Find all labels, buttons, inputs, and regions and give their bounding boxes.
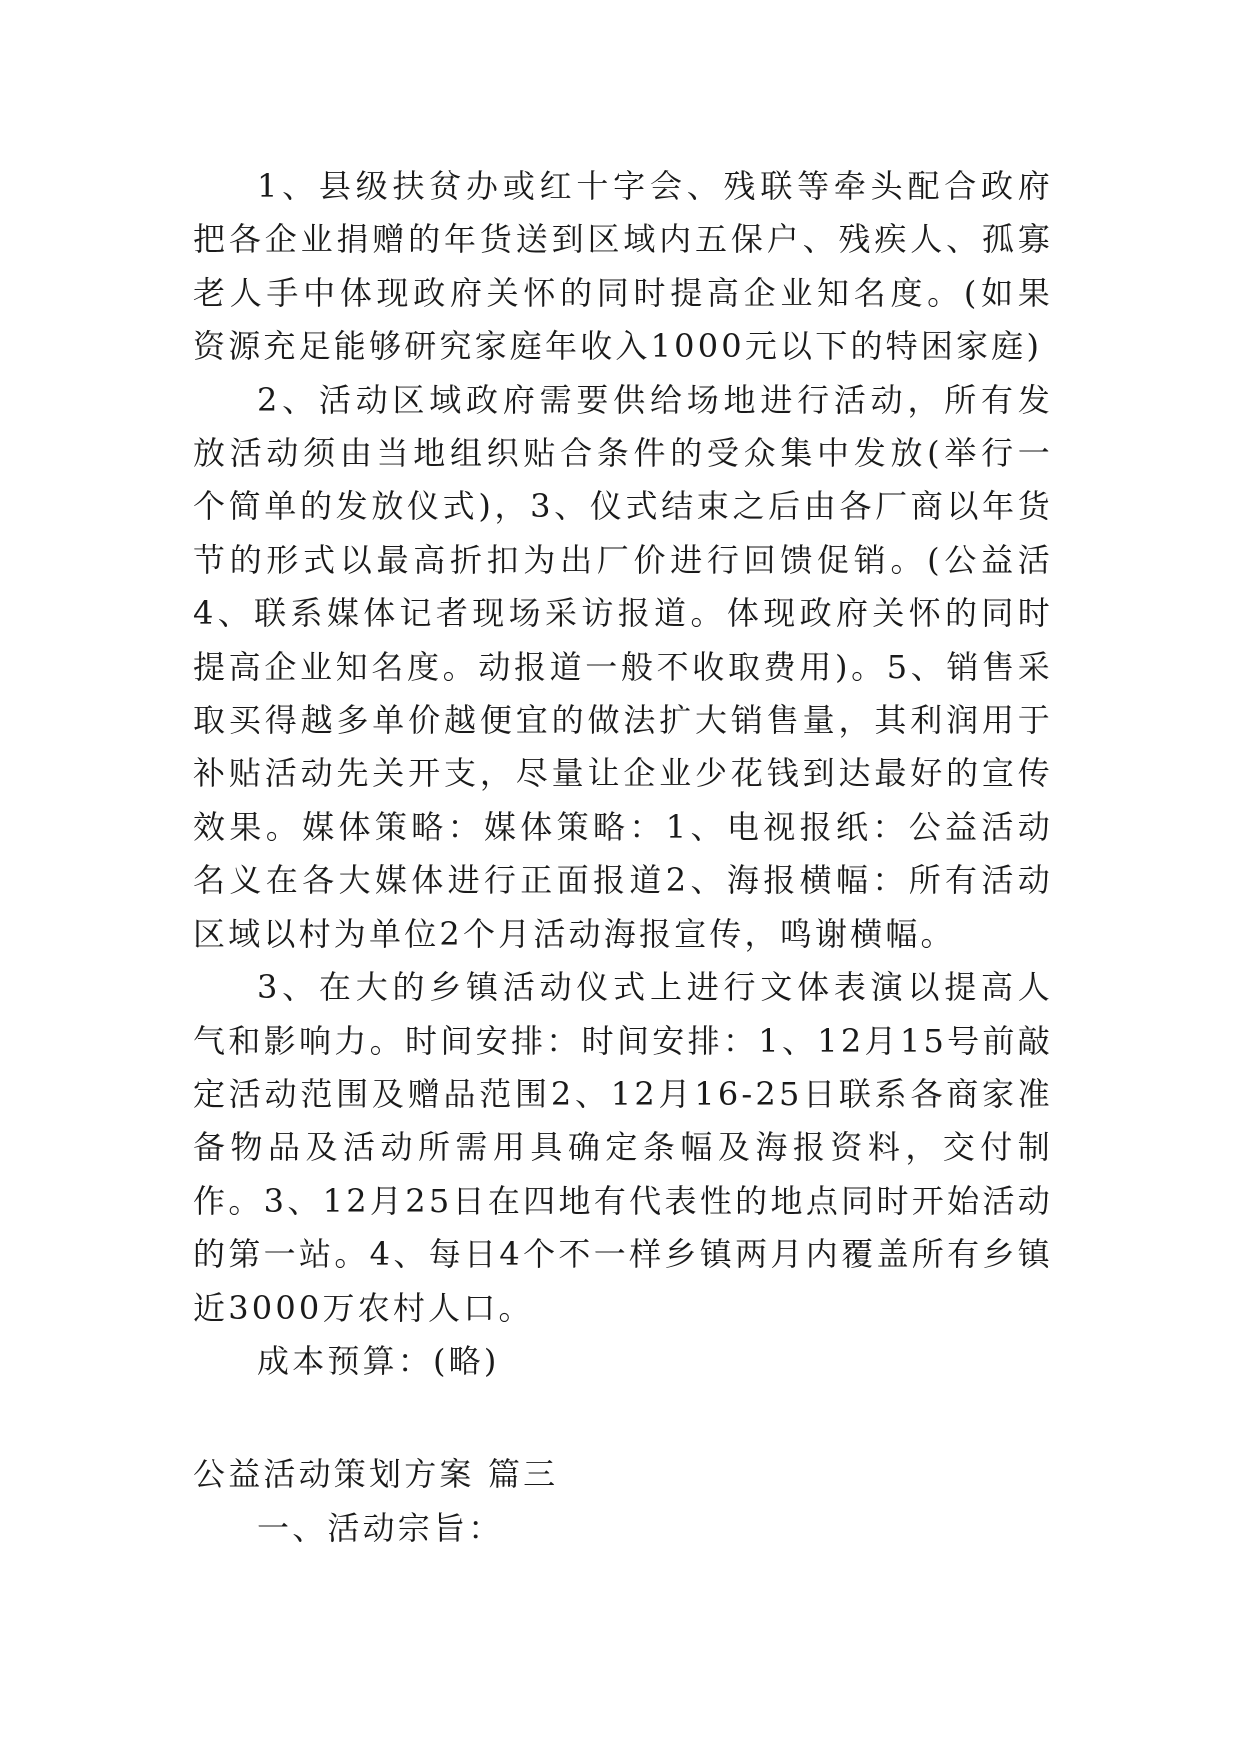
document-body (193, 160, 1053, 1555)
paragraph-3: 3、在大的乡镇活动仪式上进行文体表演以提高人气和影响力。时间安排：时间安排：1、12月15号前敲定活动范围及赠品范围2、12月16-25日联系各商家准备物品及活动所需用具确定条幅及海报资料，交付制作。3、12月25日在四地有代表性的地点同时开始活动的第一站。4、每日4个不一样乡镇两月内覆盖所有乡镇近3000万农村人口。 (193, 968, 1053, 1327)
paragraph-2: 2、活动区域政府需要供给场地进行活动，所有发放活动须由当地组织贴合条件的受众集中发放(举行一个简单的发放仪式)，3、仪式结束之后由各厂商以年货节的形式以最高折扣为出厂价进行回馈促销。(公益活4、联系媒体记者现场采访报道。体现政府关怀的同时提高企业知名度。动报道一般不收取费用)。5、销售采取买得越多单价越便宜的做法扩大销售量，其利润用于补贴活动先关开支，尽量让企业少花钱到达最好的宣传效果。媒体策略：媒体策略：1、电视报纸：公益活动名义在各大媒体进行正面报道2、海报横幅：所有活动区域以村为单位2个月活动海报宣传，鸣谢横幅。 (193, 380, 1053, 953)
section-title: 公益活动策划方案 篇三 (193, 1455, 559, 1494)
section-first-item: 一、活动宗旨： (257, 1508, 504, 1547)
paragraph-1: 1、县级扶贫办或红十字会、残联等牵头配合政府把各企业捐赠的年货送到区域内五保户、残疾人、孤寡老人手中体现政府关怀的同时提高企业知名度。(如果资源充足能够研究家庭年收入1000元以下的特困家庭) (193, 167, 1053, 366)
paragraph-cost-budget: 成本预算：(略) (257, 1341, 500, 1380)
